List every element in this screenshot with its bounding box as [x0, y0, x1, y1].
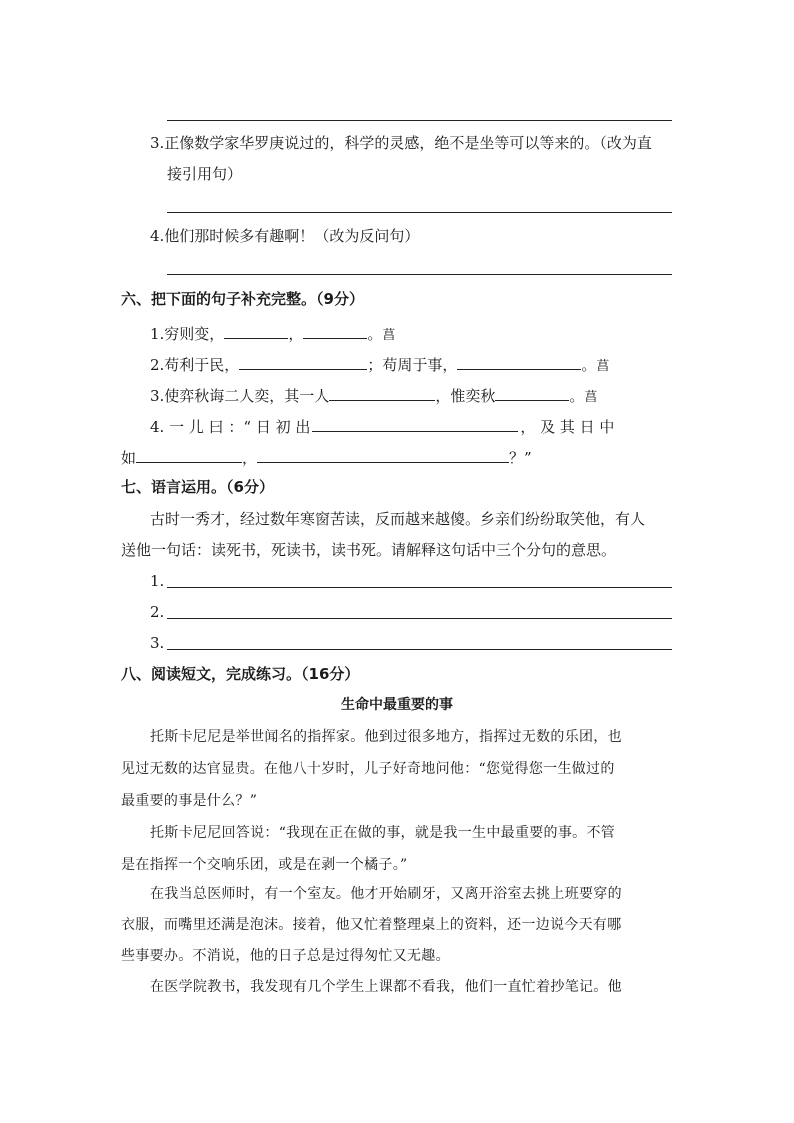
- passage-p3-line3: 些事要办。不消说，他的日子总是过得匆忙又无趣。: [121, 948, 450, 964]
- answer-line[interactable]: [167, 618, 672, 619]
- q6-item3: [150, 383, 597, 408]
- fill-blank[interactable]: [257, 445, 509, 463]
- answer-line: [167, 212, 672, 213]
- fill-blank[interactable]: [495, 383, 569, 401]
- q6-item4-line2-prefix: 如: [121, 449, 137, 467]
- passage-p1-line3: 最重要的事是什么？”: [121, 793, 258, 809]
- fill-blank[interactable]: [457, 352, 581, 370]
- q5-item4: 4.他们那时候多有趣啊！（改为反问句）: [150, 227, 420, 245]
- q6-item4-line2-end: ？”: [509, 449, 532, 467]
- q7-answer-2-label: 2.: [150, 603, 165, 621]
- q6-item3-mid: ，惟奕秋: [435, 387, 496, 405]
- q6-item1-prefix: 1.穷则变，: [150, 325, 225, 343]
- q6-item4-line1: [150, 414, 614, 437]
- q6-item3-end: 。: [569, 387, 585, 405]
- answer-line: [167, 120, 672, 121]
- q7-answer-1-label: 1.: [150, 572, 165, 590]
- q6-item3-prefix: 3.使弈秋诲二人奕，其一人: [150, 387, 330, 405]
- stray-mark: 菖: [382, 328, 396, 343]
- q6-item4-line2-sep: ，: [242, 449, 258, 467]
- fill-blank[interactable]: [224, 321, 288, 339]
- q6-item2-end: 。: [581, 356, 597, 374]
- q6-item4-line2: [121, 445, 532, 468]
- q7-paragraph-line1: 古时一秀才，经过数年寒窗苦读，反而越来越傻。乡亲们纷纷取笑他，有人: [150, 510, 646, 528]
- fill-blank[interactable]: [136, 445, 242, 463]
- q6-item1: [150, 321, 395, 346]
- passage-p1-line2: 见过无数的达官显贵。在他八十岁时，儿子好奇地问他：“您觉得您一生做过的: [121, 761, 615, 777]
- answer-line[interactable]: [167, 587, 672, 588]
- q6-item2: [150, 352, 609, 377]
- q6-item4-post: ， 及 其 日 中: [520, 418, 615, 436]
- passage-p2-line2: 是在指挥一个交响乐团，或是在剥一个橘子。”: [121, 857, 408, 873]
- q6-item2-prefix: 2.苟利于民，: [150, 356, 240, 374]
- q6-item4-prefix: 4. 一 儿 曰 ：“ 日 初 出: [150, 418, 311, 436]
- answer-line: [167, 274, 672, 275]
- q5-item3-line1: 3.正像数学家华罗庚说过的，科学的灵感，绝不是坐等可以等来的。（改为直: [150, 134, 652, 152]
- q6-item1-sep: ，: [288, 325, 304, 343]
- q7-paragraph-line2: 送他一句话：读死书，死读书，读书死。请解释这句话中三个分句的意思。: [121, 541, 617, 559]
- fill-blank[interactable]: [239, 352, 367, 370]
- passage-p3-line1: 在我当总医师时，有一个室友。他才开始刷牙，又离开浴室去挑上班要穿的: [150, 886, 622, 902]
- fill-blank[interactable]: [303, 321, 367, 339]
- stray-mark: 菖: [584, 390, 598, 405]
- q6-item1-end: 。: [367, 325, 383, 343]
- q5-item3-line2: 接引用句）: [167, 165, 243, 183]
- stray-mark: 菖: [596, 359, 610, 374]
- fill-blank[interactable]: [312, 414, 518, 432]
- section-6-heading: 六、把下面的句子补充完整。（9分）: [121, 290, 364, 308]
- q7-answer-3-label: 3.: [150, 634, 165, 652]
- passage-p1-line1: 托斯卡尼尼是举世闻名的指挥家。他到过很多地方，指挥过无数的乐团，也: [150, 729, 622, 745]
- answer-line[interactable]: [167, 649, 672, 650]
- section-8-heading: 八、阅读短文，完成练习。（16分）: [121, 665, 360, 683]
- passage-p3-line2: 衣服，而嘴里还满是泡沫。接着，他又忙着整理桌上的资料，还一边说今天有哪: [121, 917, 622, 933]
- passage-title: 生命中最重要的事: [341, 697, 453, 713]
- fill-blank[interactable]: [329, 383, 435, 401]
- passage-p4-line1: 在医学院教书，我发现有几个学生上课都不看我，他们一直忙着抄笔记。他: [150, 979, 622, 995]
- q6-item2-mid: ；苟周于事，: [367, 356, 458, 374]
- passage-p2-line1: 托斯卡尼尼回答说：“我现在正在做的事，就是我一生中最重要的事。不管: [150, 825, 616, 841]
- section-7-heading: 七、语言运用。（6分）: [121, 478, 274, 496]
